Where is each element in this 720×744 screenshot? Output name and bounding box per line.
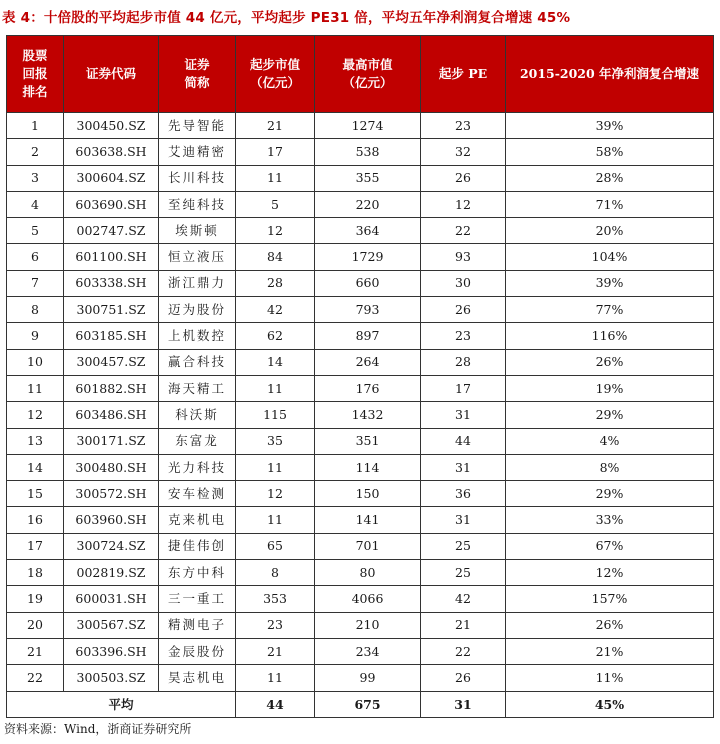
header-start-cap-line-1: 起步市值 (249, 57, 300, 72)
table-row (7, 454, 714, 480)
cell-cagr: 29% (506, 481, 714, 507)
cell-pe: 25 (421, 560, 506, 586)
cell-code: 601100.SH (64, 244, 159, 270)
cell-name: 科沃斯 (159, 402, 236, 428)
average-start-cap: 44 (236, 691, 315, 717)
cell-code: 603960.SH (64, 507, 159, 533)
cell-name: 长川科技 (159, 165, 236, 191)
cell-name: 金辰股份 (159, 638, 236, 664)
cell-max-cap: 351 (315, 428, 421, 454)
cell-max-cap: 793 (315, 297, 421, 323)
cell-start-cap: 23 (236, 612, 315, 638)
cell-pe: 23 (421, 323, 506, 349)
cell-code: 603638.SH (64, 139, 159, 165)
cell-rank: 1 (7, 113, 64, 139)
cell-cagr: 67% (506, 533, 714, 559)
cell-code: 002747.SZ (64, 218, 159, 244)
cell-pe: 31 (421, 507, 506, 533)
cell-code: 603486.SH (64, 402, 159, 428)
cell-cagr: 104% (506, 244, 714, 270)
cell-rank: 15 (7, 481, 64, 507)
cell-cagr: 26% (506, 612, 714, 638)
table-row (7, 244, 714, 270)
cell-start-cap: 14 (236, 349, 315, 375)
cell-rank: 18 (7, 560, 64, 586)
cell-rank: 14 (7, 454, 64, 480)
cell-max-cap: 701 (315, 533, 421, 559)
cell-max-cap: 897 (315, 323, 421, 349)
cell-rank: 12 (7, 402, 64, 428)
cell-max-cap: 355 (315, 165, 421, 191)
cell-name: 赢合科技 (159, 349, 236, 375)
cell-pe: 23 (421, 113, 506, 139)
cell-rank: 5 (7, 218, 64, 244)
cell-max-cap: 1274 (315, 113, 421, 139)
cell-pe: 26 (421, 165, 506, 191)
cell-start-cap: 62 (236, 323, 315, 349)
cell-start-cap: 21 (236, 638, 315, 664)
cell-pe: 93 (421, 244, 506, 270)
table-row (7, 402, 714, 428)
cell-name: 东方中科 (159, 560, 236, 586)
cell-start-cap: 21 (236, 113, 315, 139)
cell-code: 300171.SZ (64, 428, 159, 454)
cell-pe: 25 (421, 533, 506, 559)
cell-start-cap: 11 (236, 375, 315, 401)
header-code: 证券代码 (64, 36, 159, 113)
cell-max-cap: 141 (315, 507, 421, 533)
cell-cagr: 26% (506, 349, 714, 375)
table-body (7, 113, 714, 692)
table-row (7, 113, 714, 139)
cell-cagr: 4% (506, 428, 714, 454)
cell-pe: 22 (421, 218, 506, 244)
header-start-pe: 起步 PE (421, 36, 506, 113)
cell-start-cap: 5 (236, 191, 315, 217)
table-row (7, 191, 714, 217)
cell-code: 002819.SZ (64, 560, 159, 586)
cell-rank: 4 (7, 191, 64, 217)
cell-start-cap: 12 (236, 218, 315, 244)
cell-name: 昊志机电 (159, 665, 236, 691)
cell-code: 603338.SH (64, 270, 159, 296)
cell-name: 捷佳伟创 (159, 533, 236, 559)
cell-pe: 21 (421, 612, 506, 638)
cell-cagr: 58% (506, 139, 714, 165)
cell-pe: 26 (421, 665, 506, 691)
table-row (7, 612, 714, 638)
header-rank-line-3: 排名 (22, 84, 48, 99)
cell-rank: 20 (7, 612, 64, 638)
cell-code: 603690.SH (64, 191, 159, 217)
cell-max-cap: 1432 (315, 402, 421, 428)
cell-name: 三一重工 (159, 586, 236, 612)
source-note: 资料来源：Wind，浙商证券研究所 (4, 722, 192, 736)
cell-pe: 12 (421, 191, 506, 217)
header-name-line-1: 证券 (184, 57, 210, 72)
cell-pe: 42 (421, 586, 506, 612)
table-row (7, 323, 714, 349)
cell-max-cap: 150 (315, 481, 421, 507)
cell-pe: 22 (421, 638, 506, 664)
cell-start-cap: 17 (236, 139, 315, 165)
cell-pe: 28 (421, 349, 506, 375)
cell-max-cap: 80 (315, 560, 421, 586)
cell-start-cap: 115 (236, 402, 315, 428)
cell-code: 300450.SZ (64, 113, 159, 139)
cell-name: 海天精工 (159, 375, 236, 401)
table-row (7, 638, 714, 664)
cell-cagr: 39% (506, 113, 714, 139)
cell-max-cap: 538 (315, 139, 421, 165)
cell-code: 300572.SH (64, 481, 159, 507)
header-name-line-2: 简称 (184, 75, 210, 90)
average-cagr: 45% (506, 691, 714, 717)
cell-max-cap: 364 (315, 218, 421, 244)
average-row (7, 691, 714, 717)
average-pe: 31 (421, 691, 506, 717)
header-max-cap-line-1: 最高市值 (342, 57, 393, 72)
cell-name: 迈为股份 (159, 297, 236, 323)
header-rank (7, 36, 64, 113)
cell-name: 埃斯顿 (159, 218, 236, 244)
cell-code: 300751.SZ (64, 297, 159, 323)
cell-start-cap: 11 (236, 165, 315, 191)
cell-rank: 17 (7, 533, 64, 559)
cell-pe: 26 (421, 297, 506, 323)
cell-rank: 13 (7, 428, 64, 454)
table-row (7, 665, 714, 691)
table-row (7, 481, 714, 507)
cell-start-cap: 65 (236, 533, 315, 559)
cell-cagr: 12% (506, 560, 714, 586)
cell-max-cap: 1729 (315, 244, 421, 270)
average-max-cap: 675 (315, 691, 421, 717)
header-rank-line-2: 回报 (22, 66, 48, 81)
cell-start-cap: 42 (236, 297, 315, 323)
cell-pe: 31 (421, 454, 506, 480)
cell-code: 300457.SZ (64, 349, 159, 375)
header-start-cap-line-2: （亿元） (249, 75, 300, 90)
cell-start-cap: 353 (236, 586, 315, 612)
cell-cagr: 116% (506, 323, 714, 349)
cell-start-cap: 11 (236, 507, 315, 533)
cell-cagr: 157% (506, 586, 714, 612)
header-cagr: 2015-2020 年净利润复合增速 (506, 36, 714, 113)
cell-pe: 36 (421, 481, 506, 507)
cell-name: 安车检测 (159, 481, 236, 507)
cell-code: 300503.SZ (64, 665, 159, 691)
cell-rank: 19 (7, 586, 64, 612)
header-rank-line-1: 股票 (22, 48, 48, 63)
cell-code: 600031.SH (64, 586, 159, 612)
cell-pe: 44 (421, 428, 506, 454)
cell-cagr: 20% (506, 218, 714, 244)
header-start-cap (236, 36, 315, 113)
cell-start-cap: 28 (236, 270, 315, 296)
table-row (7, 586, 714, 612)
cell-cagr: 28% (506, 165, 714, 191)
cell-cagr: 21% (506, 638, 714, 664)
cell-name: 浙江鼎力 (159, 270, 236, 296)
cell-cagr: 71% (506, 191, 714, 217)
cell-pe: 32 (421, 139, 506, 165)
cell-name: 先导智能 (159, 113, 236, 139)
cell-code: 300480.SH (64, 454, 159, 480)
cell-max-cap: 234 (315, 638, 421, 664)
table-caption: 表 4：十倍股的平均起步市值 44 亿元，平均起步 PE31 倍，平均五年净利润复合增速 45% (2, 10, 571, 26)
cell-pe: 30 (421, 270, 506, 296)
table-row (7, 507, 714, 533)
cell-name: 精测电子 (159, 612, 236, 638)
table-row (7, 218, 714, 244)
cell-rank: 16 (7, 507, 64, 533)
cell-code: 603396.SH (64, 638, 159, 664)
table-row (7, 428, 714, 454)
cell-start-cap: 11 (236, 665, 315, 691)
cell-rank: 6 (7, 244, 64, 270)
cell-rank: 2 (7, 139, 64, 165)
cell-name: 恒立液压 (159, 244, 236, 270)
cell-max-cap: 99 (315, 665, 421, 691)
header-row (7, 36, 714, 113)
cell-start-cap: 84 (236, 244, 315, 270)
cell-cagr: 33% (506, 507, 714, 533)
cell-max-cap: 660 (315, 270, 421, 296)
cell-rank: 3 (7, 165, 64, 191)
table-row (7, 349, 714, 375)
cell-code: 300604.SZ (64, 165, 159, 191)
cell-name: 东富龙 (159, 428, 236, 454)
header-max-cap-line-2: （亿元） (342, 75, 393, 90)
cell-max-cap: 114 (315, 454, 421, 480)
cell-start-cap: 8 (236, 560, 315, 586)
table-row (7, 375, 714, 401)
cell-max-cap: 210 (315, 612, 421, 638)
cell-rank: 7 (7, 270, 64, 296)
cell-name: 克来机电 (159, 507, 236, 533)
cell-cagr: 11% (506, 665, 714, 691)
cell-max-cap: 264 (315, 349, 421, 375)
cell-name: 艾迪精密 (159, 139, 236, 165)
cell-cagr: 39% (506, 270, 714, 296)
cell-rank: 22 (7, 665, 64, 691)
cell-rank: 21 (7, 638, 64, 664)
table-row (7, 270, 714, 296)
cell-max-cap: 4066 (315, 586, 421, 612)
cell-code: 300567.SZ (64, 612, 159, 638)
cell-pe: 31 (421, 402, 506, 428)
cell-name: 上机数控 (159, 323, 236, 349)
cell-start-cap: 12 (236, 481, 315, 507)
stock-table (6, 35, 714, 718)
cell-cagr: 29% (506, 402, 714, 428)
cell-code: 300724.SZ (64, 533, 159, 559)
cell-rank: 11 (7, 375, 64, 401)
table-row (7, 297, 714, 323)
cell-rank: 8 (7, 297, 64, 323)
header-max-cap (315, 36, 421, 113)
cell-start-cap: 35 (236, 428, 315, 454)
cell-name: 光力科技 (159, 454, 236, 480)
cell-pe: 17 (421, 375, 506, 401)
cell-name: 至纯科技 (159, 191, 236, 217)
cell-code: 601882.SH (64, 375, 159, 401)
cell-max-cap: 220 (315, 191, 421, 217)
average-label: 平均 (7, 691, 236, 717)
header-name (159, 36, 236, 113)
cell-cagr: 77% (506, 297, 714, 323)
cell-start-cap: 11 (236, 454, 315, 480)
table-row (7, 533, 714, 559)
cell-cagr: 8% (506, 454, 714, 480)
table-row (7, 139, 714, 165)
cell-rank: 9 (7, 323, 64, 349)
table-row (7, 165, 714, 191)
cell-code: 603185.SH (64, 323, 159, 349)
cell-cagr: 19% (506, 375, 714, 401)
cell-max-cap: 176 (315, 375, 421, 401)
table-row (7, 560, 714, 586)
cell-rank: 10 (7, 349, 64, 375)
